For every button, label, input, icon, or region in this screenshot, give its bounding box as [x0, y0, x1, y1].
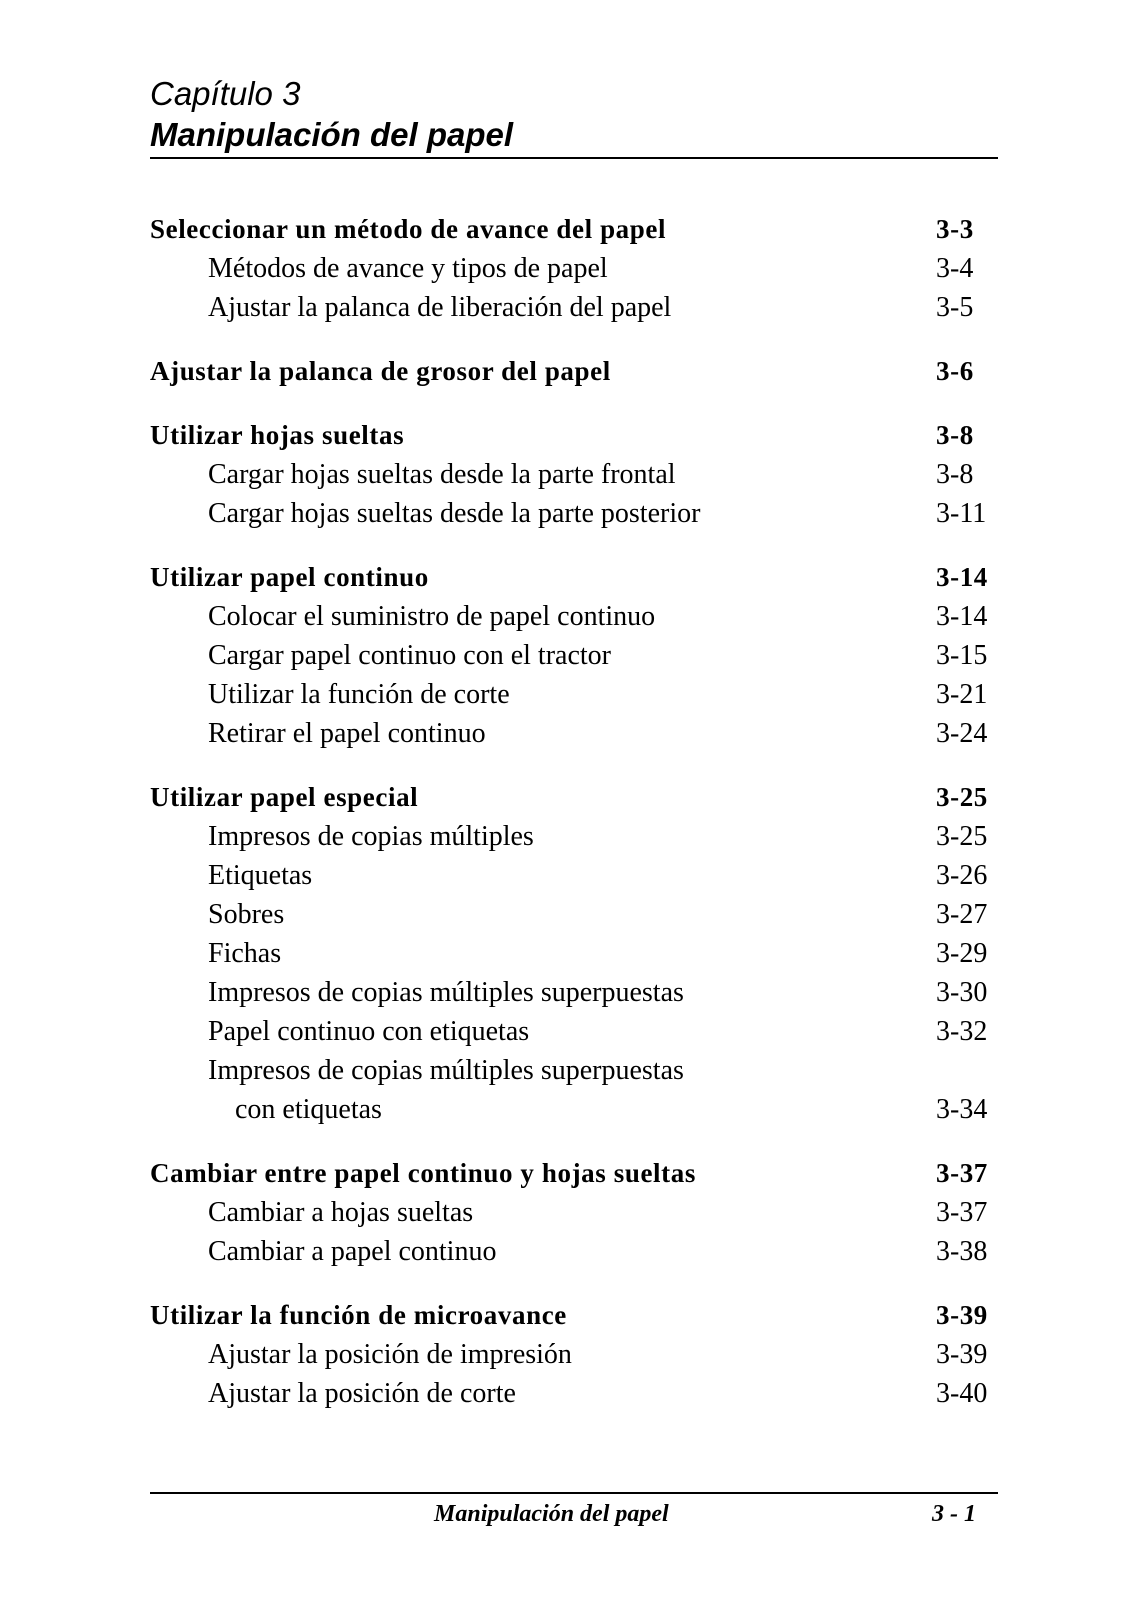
toc-entry-page: 3-38	[936, 1236, 988, 1267]
toc-entry	[150, 675, 998, 714]
footer-divider	[150, 1492, 998, 1494]
toc-entry	[150, 1012, 998, 1051]
toc-entry	[150, 1335, 998, 1374]
toc-section-heading	[150, 1154, 998, 1193]
toc-section-title: Seleccionar un método de avance del papel	[150, 214, 667, 244]
chapter-header	[150, 74, 998, 156]
toc-entry-title: Papel continuo con etiquetas	[208, 1016, 530, 1047]
chapter-title: Manipulación del papel	[150, 116, 514, 153]
toc-entry-page: 3-15	[936, 640, 988, 671]
toc-entry-page: 3-29	[936, 938, 988, 969]
toc-section-title: Cambiar entre papel continuo y hojas sueltas	[150, 1158, 696, 1188]
page-footer	[150, 1496, 998, 1532]
toc-entry-title: Impresos de copias múltiples superpuestas	[208, 1055, 684, 1086]
toc-section-page: 3-8	[936, 420, 974, 450]
toc-entry	[150, 856, 998, 895]
toc-entry-page: 3-40	[936, 1378, 988, 1409]
toc-section-title: Utilizar papel continuo	[150, 562, 429, 592]
toc-section-page: 3-14	[936, 562, 988, 592]
toc-entry-page: 3-27	[936, 899, 988, 930]
toc-section-title: Utilizar papel especial	[150, 782, 419, 812]
toc-entry-title: Etiquetas	[208, 860, 313, 891]
toc-entry	[150, 455, 998, 494]
toc-entry-page: 3-26	[936, 860, 988, 891]
toc-section-page: 3-3	[936, 214, 974, 244]
toc-entry-page: 3-32	[936, 1016, 988, 1047]
toc-section-heading	[150, 210, 998, 249]
toc-section	[150, 210, 998, 327]
toc-entry	[150, 1090, 998, 1129]
toc-entry-title: Ajustar la palanca de liberación del papel	[208, 292, 672, 323]
toc-section-title: Ajustar la palanca de grosor del papel	[150, 356, 611, 386]
footer-page-number: 3 - 1	[932, 1501, 976, 1527]
toc-entry-title: Ajustar la posición de corte	[208, 1378, 516, 1409]
toc-entry-title: Utilizar la función de corte	[208, 679, 510, 710]
toc-entry	[150, 288, 998, 327]
toc-entry-page: 3-24	[936, 718, 988, 749]
toc-entry-page: 3-25	[936, 821, 988, 852]
toc-entry-title-continuation: con etiquetas	[235, 1094, 382, 1125]
toc-entry	[150, 817, 998, 856]
toc-entry-title: Métodos de avance y tipos de papel	[208, 253, 608, 284]
toc-section-title: Utilizar hojas sueltas	[150, 420, 405, 450]
toc-entry-title: Retirar el papel continuo	[208, 718, 486, 749]
toc-entry-title: Cambiar a papel continuo	[208, 1236, 497, 1267]
toc-section	[150, 778, 998, 1129]
toc-section	[150, 1154, 998, 1271]
toc-entry-page: 3-34	[936, 1094, 988, 1125]
toc-section-heading	[150, 352, 998, 391]
toc-entry	[150, 494, 998, 533]
toc-entry-page: 3-4	[936, 253, 974, 284]
toc-entry	[150, 636, 998, 675]
toc-section-page: 3-39	[936, 1300, 988, 1330]
toc-entry-title: Cargar papel continuo con el tractor	[208, 640, 611, 671]
toc-section-page: 3-37	[936, 1158, 988, 1188]
toc-entry-title: Ajustar la posición de impresión	[208, 1339, 572, 1370]
toc-section-heading	[150, 416, 998, 455]
toc-entry-title: Cargar hojas sueltas desde la parte frontal	[208, 459, 676, 490]
toc-entry-title: Colocar el suministro de papel continuo	[208, 601, 656, 632]
toc-section	[150, 1296, 998, 1413]
toc-entry-title: Cargar hojas sueltas desde la parte posterior	[208, 498, 701, 529]
toc-entry-page: 3-14	[936, 601, 988, 632]
toc-entry-page: 3-37	[936, 1197, 988, 1228]
toc-entry-title: Cambiar a hojas sueltas	[208, 1197, 474, 1228]
toc-entry-page: 3-30	[936, 977, 988, 1008]
toc-entry	[150, 973, 998, 1012]
toc-section-page: 3-6	[936, 356, 974, 386]
toc-entry-title: Impresos de copias múltiples superpuestas	[208, 977, 684, 1008]
toc-entry-page: 3-21	[936, 679, 988, 710]
toc-section-page: 3-25	[936, 782, 988, 812]
toc-entry	[150, 1374, 998, 1413]
toc-entry	[150, 934, 998, 973]
chapter-label: Capítulo 3	[150, 75, 301, 112]
toc-entry-page: 3-8	[936, 459, 974, 490]
toc-entry	[150, 249, 998, 288]
toc-section-heading	[150, 558, 998, 597]
toc-entry-title: Impresos de copias múltiples	[208, 821, 534, 852]
toc-entry-page: 3-39	[936, 1339, 988, 1370]
toc-entry	[150, 597, 998, 636]
toc-entry	[150, 1193, 998, 1232]
toc-section	[150, 558, 998, 753]
footer-title: Manipulación del papel	[434, 1501, 669, 1527]
toc-entry-title: Fichas	[208, 938, 282, 969]
toc-section	[150, 352, 998, 391]
toc-section-heading	[150, 1296, 998, 1335]
toc-entry-title: Sobres	[208, 899, 285, 930]
table-of-contents	[150, 210, 998, 1438]
toc-section	[150, 416, 998, 533]
toc-entry	[150, 1232, 998, 1271]
toc-entry	[150, 714, 998, 753]
toc-entry-page: 3-11	[936, 498, 987, 529]
header-divider	[150, 157, 998, 159]
toc-entry	[150, 895, 998, 934]
toc-section-heading	[150, 778, 998, 817]
toc-section-title: Utilizar la función de microavance	[150, 1300, 567, 1330]
toc-entry-page: 3-5	[936, 292, 974, 323]
